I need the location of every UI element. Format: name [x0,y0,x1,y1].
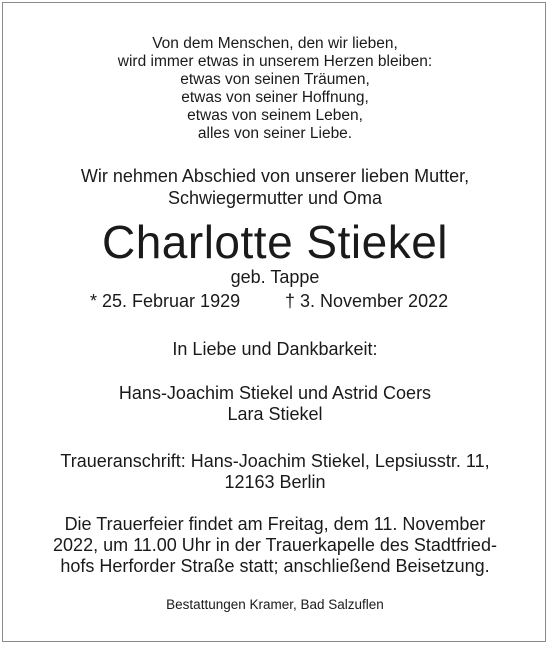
poem-line-3: etwas von seinen Träumen, [180,71,370,88]
poem-line-4: etwas von seiner Hoffnung, [181,89,369,106]
poem-line-5: etwas von seinem Leben, [187,107,363,124]
poem-line-2: wird immer etwas in unserem Herzen bleiben: [117,53,433,70]
family-line-1: Hans-Joachim Stiekel und Astrid Coers [118,383,432,403]
family-line-2: Lara Stiekel [227,404,323,424]
address-line-2: 12163 Berlin [224,472,326,492]
birth-date: * 25. Februar 1929 [90,291,241,311]
poem-line-1: Von dem Menschen, den wir lieben, [152,35,398,52]
death-date: † 3. November 2022 [285,291,449,311]
deceased-name: Charlotte Stiekel [102,216,448,268]
undertaker-line: Bestattungen Kramer, Bad Salzuflen [166,597,384,612]
funeral-line-3: hofs Herforder Straße statt; anschließend Beisetzung. [60,556,490,576]
poem-line-6: alles von seiner Liebe. [197,125,353,142]
maiden-name: geb. Tappe [230,267,320,287]
address-line-1: Traueranschrift: Hans-Joachim Stiekel, Lepsiusstr. 11, [60,451,490,471]
gratitude-line: In Liebe und Dankbarkeit: [172,339,378,359]
intro-line-1: Wir nehmen Abschied von unserer lieben Mutter, [80,166,470,186]
life-dates [0,290,550,312]
funeral-line-1: Die Trauerfeier findet am Freitag, dem 11. November [64,514,486,534]
intro-line-2: Schwiegermutter und Oma [167,188,383,208]
funeral-line-2: 2022, um 11.00 Uhr in der Trauerkapelle des Stadtfried- [53,535,497,555]
